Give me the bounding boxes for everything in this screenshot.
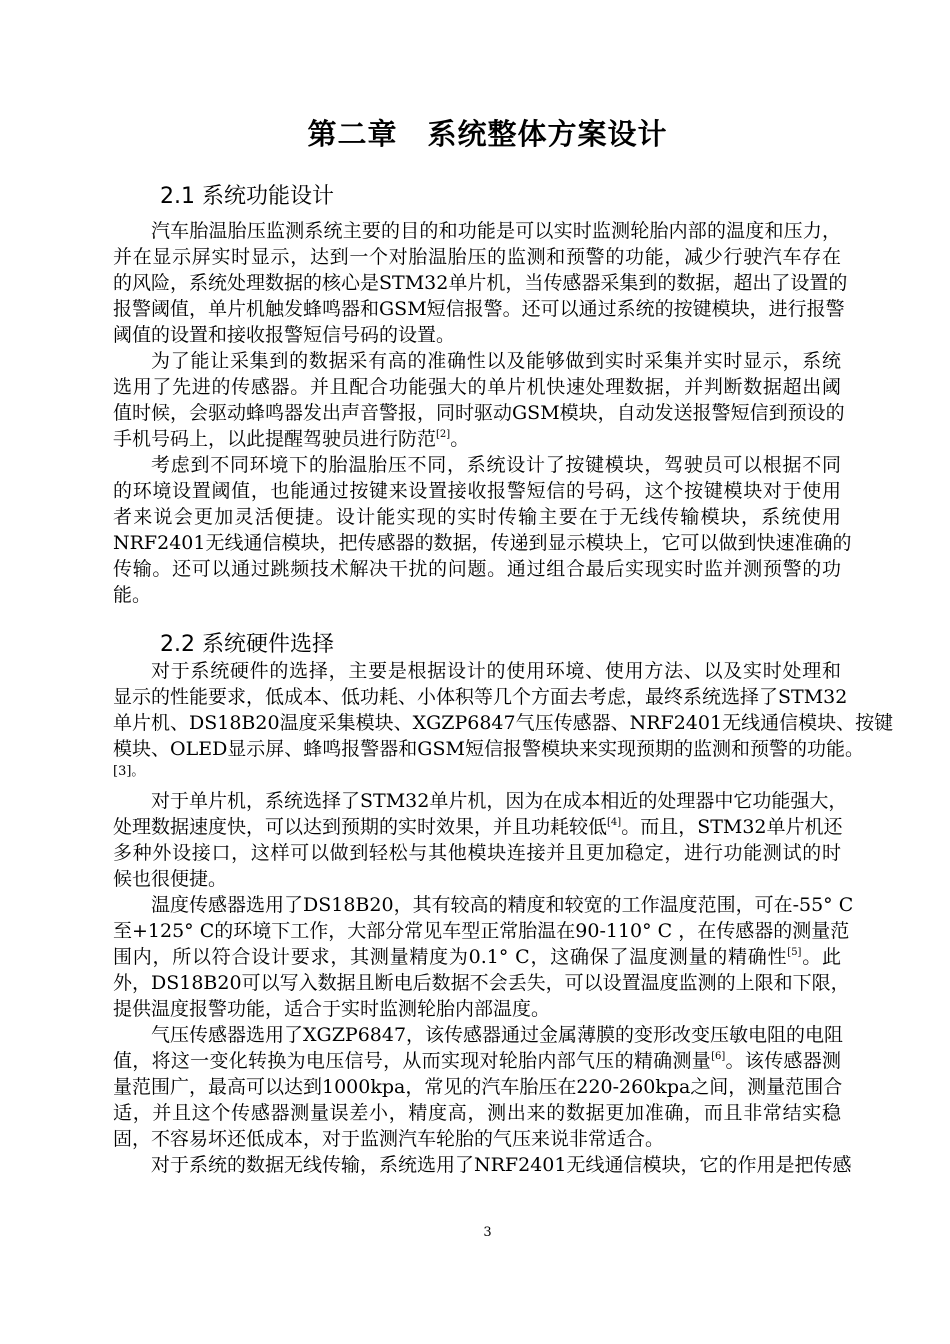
- paragraph-line: 能。: [113, 584, 152, 606]
- section-body: [113, 218, 852, 608]
- citation-marker: [2]: [436, 429, 451, 440]
- paragraph-line: 考虑到不同环境下的胎温胎压不同，系统设计了按键模块，驾驶员可以根据不同: [151, 454, 841, 476]
- paragraph-line: 对于系统硬件的选择，主要是根据设计的使用环境、使用方法、以及实时处理和: [151, 660, 841, 682]
- chapter-title: 第二章 系统整体方案设计: [307, 117, 668, 151]
- citation-line: [3]。: [113, 764, 145, 779]
- paragraph-line: 气压传感器选用了XGZP6847，该传感器通过金属薄膜的变形改变压敏电阻的电阻: [151, 1024, 844, 1046]
- paragraph-line: 外，DS18B20可以写入数据且断电后数据不会丢失，可以设置温度监测的上限和下限，: [113, 972, 850, 994]
- paragraph-line: 围内，所以符合设计要求，其测量精度为0.1° C，这确保了温度测量的精确性[5]。此: [113, 946, 841, 968]
- paragraph-line: 传输。还可以通过跳频技术解决干扰的问题。通过组合最后实现实时监并测预警的功: [113, 558, 841, 580]
- paragraph-line: 汽车胎温胎压监测系统主要的目的和功能是可以实时监测轮胎内部的温度和压力，: [151, 220, 841, 242]
- paragraph-line: 报警阈值，单片机触发蜂鸣器和GSM短信报警。还可以通过系统的按键模块，进行报警: [113, 298, 845, 320]
- paragraph-line: 值时候，会驱动蜂鸣器发出声音警报，同时驱动GSM模块，自动发送报警短信到预设的: [113, 402, 845, 424]
- paragraph-line: 的风险，系统处理数据的核心是STM32单片机，当传感器采集到的数据，超出了设置的: [113, 272, 848, 294]
- citation-marker: [5]: [787, 947, 802, 958]
- section-heading: 2.1 系统功能设计: [160, 184, 334, 209]
- paragraph-line: NRF2401无线通信模块，把传感器的数据，传递到显示模块上，它可以做到快速准确的: [113, 532, 852, 554]
- paragraph-line: 量范围广，最高可以达到1000kpa，常见的汽车胎压在220-260kpa之间，测量范围合: [113, 1076, 843, 1098]
- citation-marker: [6]: [711, 1051, 726, 1062]
- paragraph-line: 的环境设置阈值，也能通过按键来设置接收报警短信的号码，这个按键模块对于使用: [113, 480, 841, 502]
- paragraph-line: 候也很便捷。: [113, 868, 228, 890]
- paragraph-line: 为了能让采集到的数据采有高的准确性以及能够做到实时采集并实时显示，系统: [151, 350, 841, 372]
- paragraph-line: 处理数据速度快，可以达到预期的实时效果，并且功耗较低[4]。而且，STM32单片机还: [113, 816, 843, 838]
- paragraph-line: 值，将这一变化转换为电压信号，从而实现对轮胎内部气压的精确测量[6]。该传感器测: [113, 1050, 841, 1072]
- section-body: [113, 658, 894, 1178]
- paragraph-line: 温度传感器选用了DS18B20，其有较高的精度和较宽的工作温度范围，可在-55° C: [151, 894, 854, 916]
- paragraph-line: 对于系统的数据无线传输，系统选用了NRF2401无线通信模块，它的作用是把传感: [151, 1154, 852, 1176]
- paragraph-line: 模块、OLED显示屏、蜂鸣报警器和GSM短信报警模块来实现预期的监测和预警的功能。: [113, 738, 864, 760]
- paragraph-line: 提供温度报警功能，适合于实时监测轮胎内部温度。: [113, 998, 551, 1020]
- paragraph-line: 固，不容易坏还低成本，对于监测汽车轮胎的气压来说非常适合。: [113, 1128, 665, 1150]
- paragraph-line: 多种外设接口，这样可以做到轻松与其他模块连接并且更加稳定，进行功能测试的时: [113, 842, 841, 864]
- paragraph-line: 对于单片机，系统选择了STM32单片机，因为在成本相近的处理器中它功能强大，: [151, 790, 848, 812]
- paragraph-line: 阈值的设置和接收报警短信号码的设置。: [113, 324, 456, 346]
- paragraph-line: 并在显示屏实时显示，达到一个对胎温胎压的监测和预警的功能，减少行驶汽车存在: [113, 246, 841, 268]
- paragraph-line: 适，并且这个传感器测量误差小，精度高，测出来的数据更加准确，而且非常结实稳: [113, 1102, 841, 1124]
- page-number: 3: [483, 1225, 492, 1240]
- citation-marker: [4]: [607, 817, 622, 828]
- paragraph-line: 显示的性能要求，低成本、低功耗、小体积等几个方面去考虑，最终系统选择了STM32: [113, 686, 848, 708]
- section-heading: 2.2 系统硬件选择: [160, 632, 334, 657]
- paragraph-line: 者来说会更加灵活便捷。设计能实现的实时传输主要在于无线传输模块，系统使用: [113, 506, 841, 528]
- paragraph-line: 单片机、DS18B20温度采集模块、XGZP6847气压传感器、NRF2401无线通信模块、按键: [113, 712, 894, 734]
- paragraph-line: 至+125° C的环境下工作，大部分常见车型正常胎温在90-110° C ，在传感器的测量范: [113, 920, 850, 942]
- paragraph-line: 选用了先进的传感器。并且配合功能强大的单片机快速处理数据，并判断数据超出阈: [113, 376, 841, 398]
- paragraph-line: 手机号码上，以此提醒驾驶员进行防范[2]。: [113, 428, 470, 450]
